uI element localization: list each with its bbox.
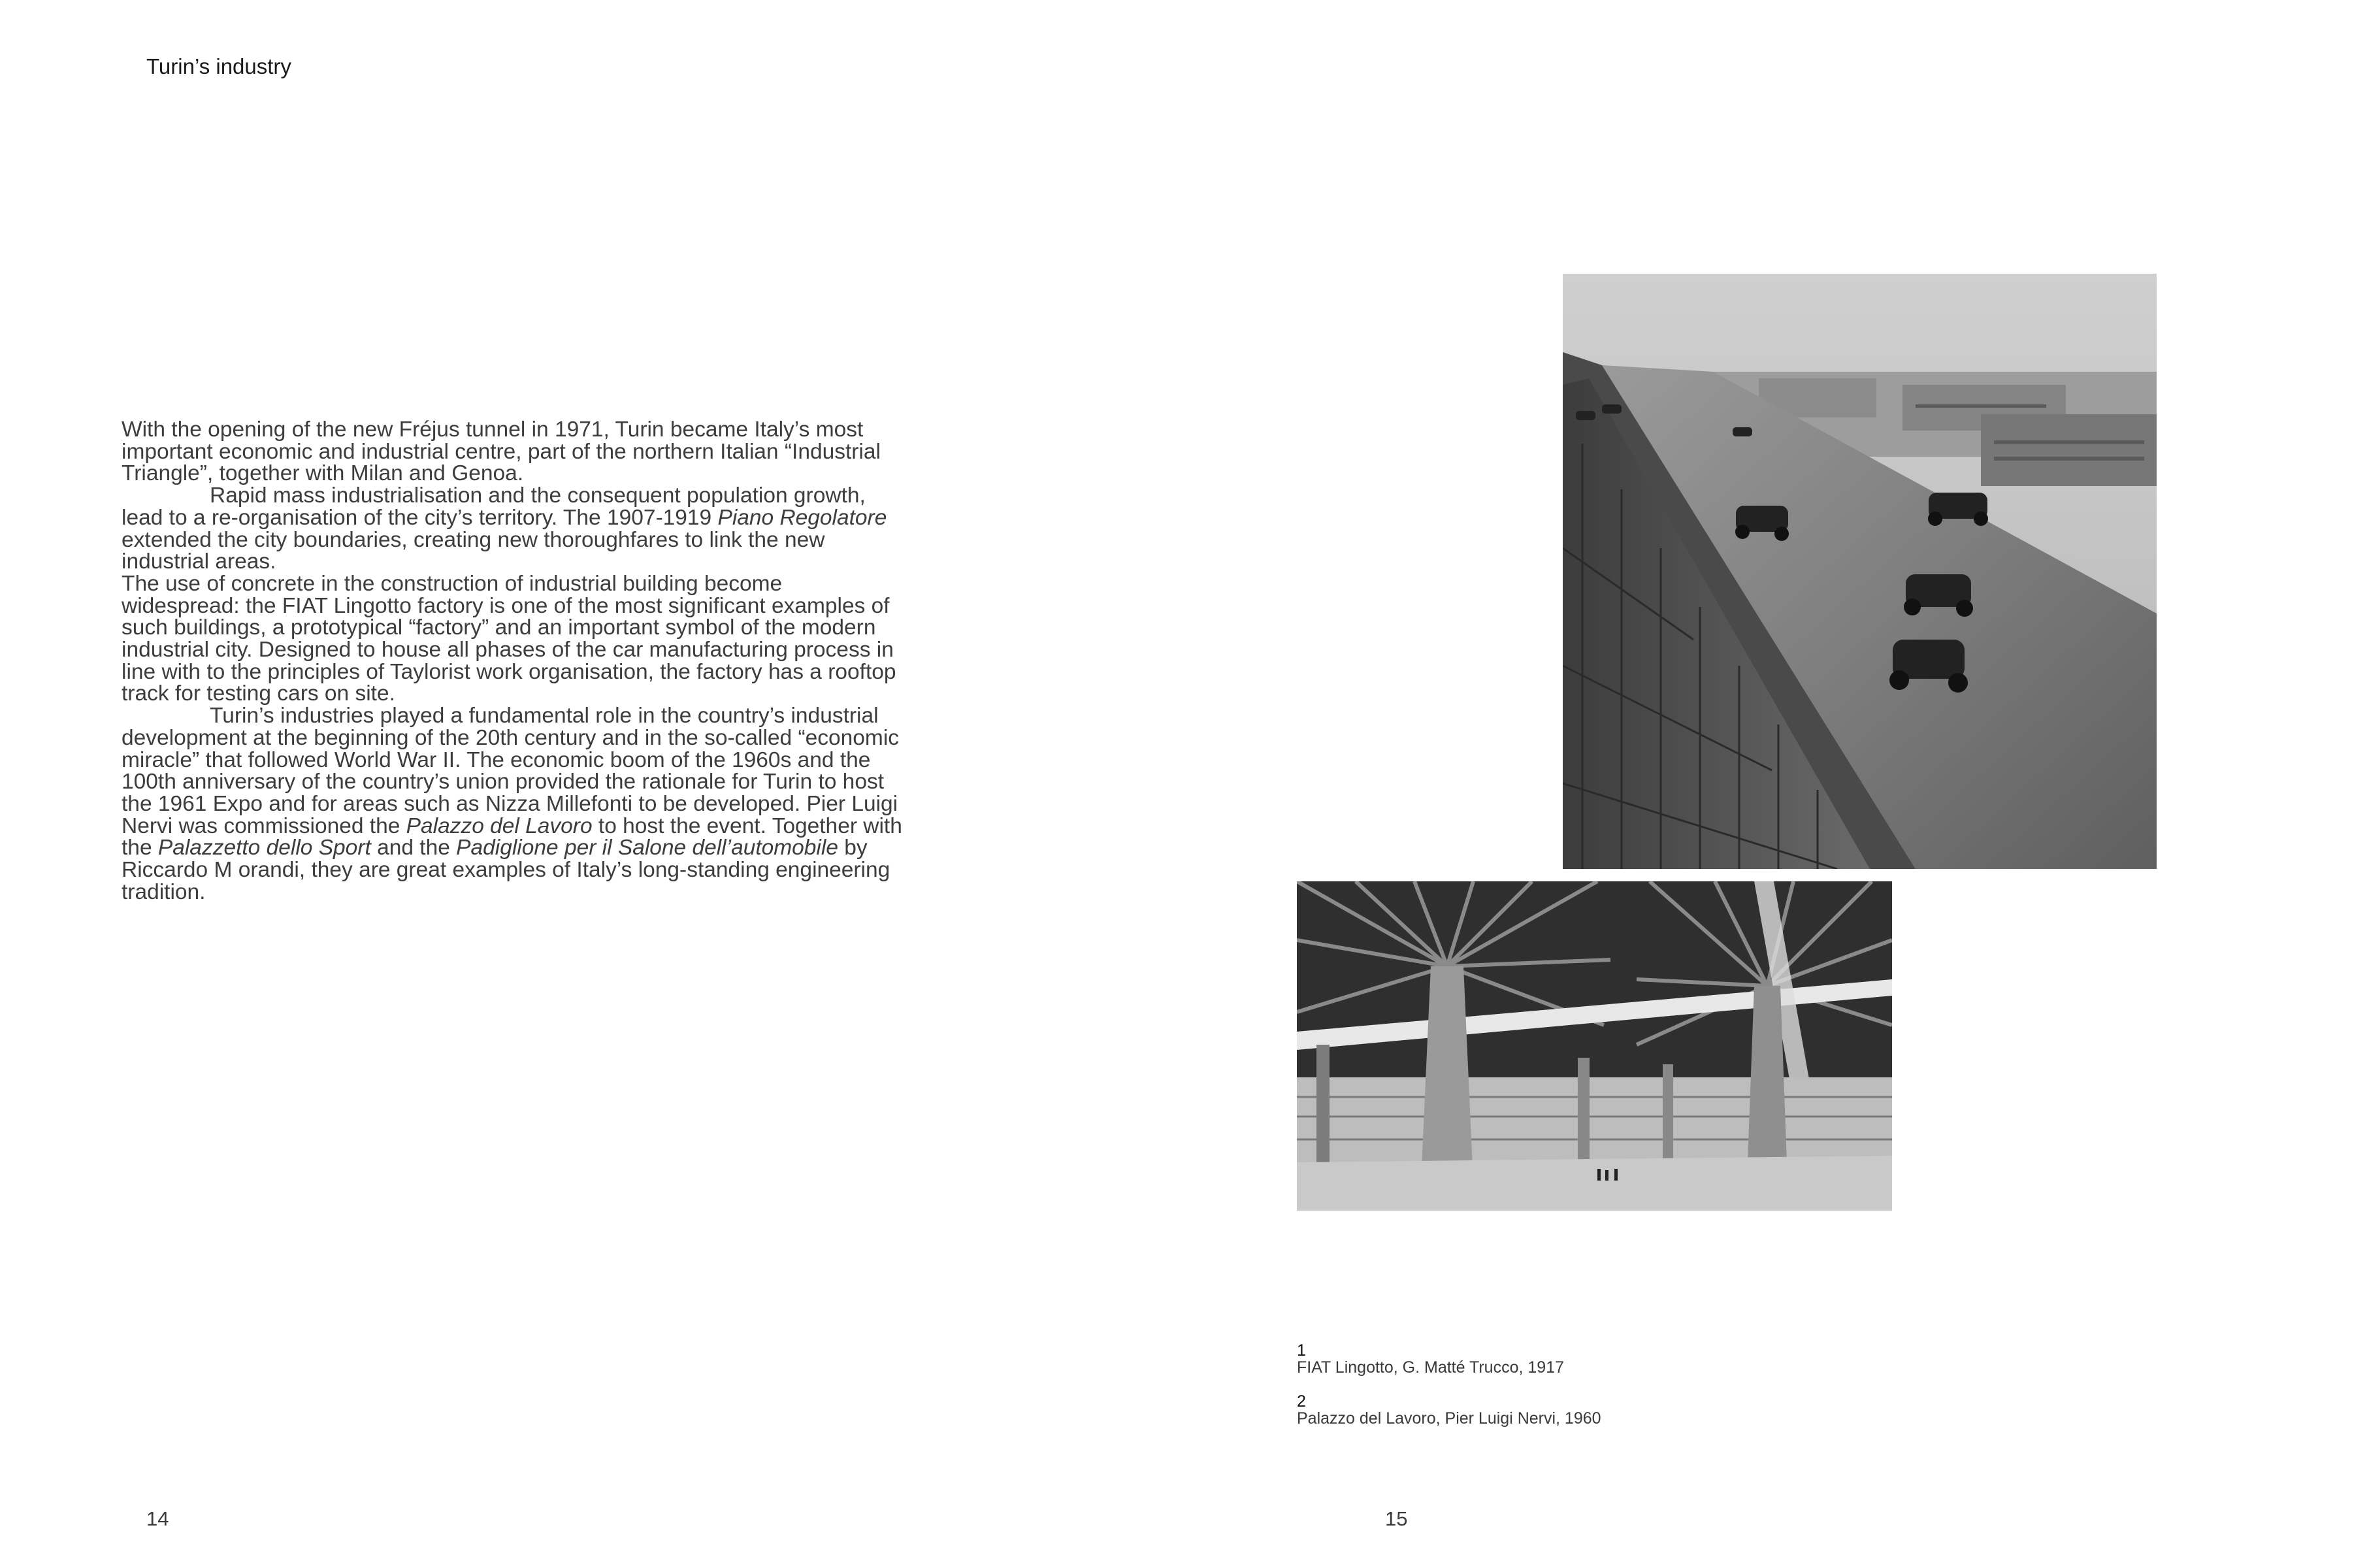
caption-figure-2 bbox=[1297, 1393, 1820, 1427]
body-text bbox=[122, 419, 906, 903]
paragraph-4: Turin’s industries played a fundamental role in the country’s industrial development at the beginning of the 20th century and in the so-called “economic miracle” that followed World War II. The economic boom of the 1960s and the 100th anniversary of the country’s union provided the rationale for Turin to host the 1961 Expo and for areas such as Nizza Millefonti to be developed. Pier Luigi Nervi was commissioned the Palazzo del Lavoro to host the event. Together with the Palazzetto dello Sport and the Padiglione per il Salone dell’automobile by Riccardo M orandi, they are great examples of Italy’s long-standing engineering tradition. bbox=[122, 704, 902, 904]
page-number-left: 14 bbox=[146, 1507, 169, 1530]
italic-term: Palazzetto dello Sport bbox=[157, 836, 371, 860]
figure-captions bbox=[1297, 1342, 1820, 1444]
photo-palazzo-del-lavoro bbox=[1297, 881, 1892, 1211]
caption-text: FIAT Lingotto, G. Matté Trucco, 1917 bbox=[1297, 1358, 1564, 1377]
palazzo-illustration bbox=[1297, 881, 1892, 1211]
running-head: Turin’s industry bbox=[146, 54, 291, 78]
lingotto-illustration bbox=[1563, 274, 2157, 869]
caption-figure-1 bbox=[1297, 1342, 1820, 1376]
italic-term: Piano Regolatore bbox=[717, 505, 887, 530]
caption-text: Palazzo del Lavoro, Pier Luigi Nervi, 1960 bbox=[1297, 1409, 1601, 1428]
page-number-right: 15 bbox=[1385, 1507, 1408, 1530]
italic-term: Padiglione per il Salone dell’automobile bbox=[456, 836, 838, 860]
paragraph-1: With the opening of the new Fréjus tunnel in 1971, Turin became Italy’s most important economic and industrial centre, part of the northern Italian “Industrial Triangle”, together with Milan and Genoa. bbox=[122, 417, 881, 486]
paragraph-2: Rapid mass industrialisation and the consequent population growth, lead to a re-organisation of the city’s territory. The 1907-1919 Piano Regolatore extended the city boundaries, creating new thoroughfares to link the new industrial areas. bbox=[122, 483, 887, 574]
italic-term: Palazzo del Lavoro bbox=[406, 813, 593, 838]
caption-number: 2 bbox=[1297, 1392, 1306, 1411]
photo-fiat-lingotto bbox=[1563, 274, 2157, 869]
paragraph-3: The use of concrete in the construction of industrial building become widespread: the FIAT Lingotto factory is one of the most significant examples of such buildings, a prototypical “factory” and an important symbol of the modern industrial city. Designed to house all phases of the car manufacturing process in line with to the principles of Taylorist work organisation, the factory has a rooftop track for testing cars on site. bbox=[122, 571, 896, 706]
caption-number: 1 bbox=[1297, 1341, 1306, 1360]
